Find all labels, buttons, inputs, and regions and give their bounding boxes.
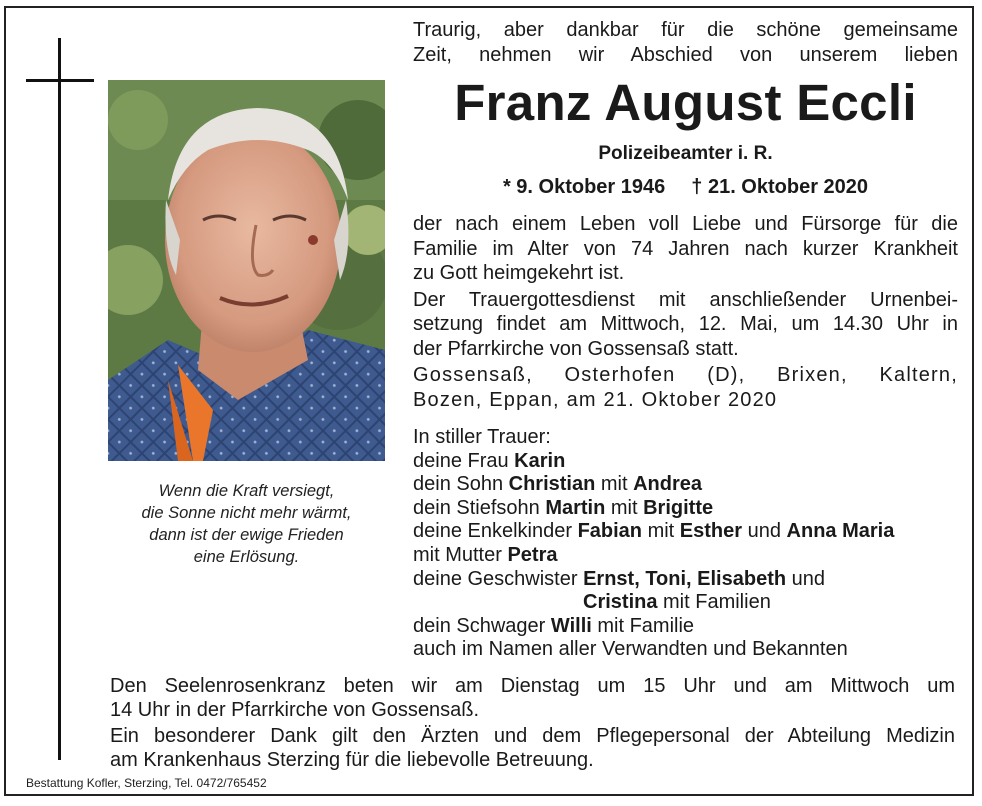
mourner-line: auch im Namen aller Verwandten und Bekannten bbox=[413, 638, 848, 661]
text-line: Familie im Alter von 74 Jahren nach kurzer Krankheit bbox=[413, 237, 958, 260]
text-line: setzung findet am Mittwoch, 12. Mai, um 14.30 Uhr in bbox=[413, 313, 958, 335]
cross-icon bbox=[58, 38, 61, 760]
text-line: zu Gott heimgekehrt ist. bbox=[413, 262, 625, 284]
mourners-list bbox=[413, 426, 958, 662]
birth-date: * 9. Oktober 1946 bbox=[502, 176, 666, 198]
thanks-paragraph bbox=[110, 725, 955, 772]
quote-line: die Sonne nicht mehr wärmt, bbox=[141, 504, 352, 522]
text-line: Der Trauergottesdienst mit anschließender Urnenbei- bbox=[413, 288, 958, 311]
intro-line: Traurig, aber dankbar für die schöne gemeinsame bbox=[413, 19, 958, 41]
funeral-home-footer: Bestattung Kofler, Sterzing, Tel. 0472/765452 bbox=[26, 776, 267, 790]
mourner-line: dein Schwager Willi mit Familie bbox=[413, 614, 695, 637]
mourners-heading: In stiller Trauer: bbox=[413, 426, 551, 448]
text-line: Gossensaß, Osterhofen (D), Brixen, Kaltern, bbox=[413, 364, 958, 386]
rosary-paragraph bbox=[110, 675, 955, 722]
places-paragraph bbox=[413, 363, 958, 412]
body-text bbox=[413, 212, 958, 414]
text-line: Den Seelenrosenkranz beten wir am Dienstag um 15 Uhr und am Mittwoch um bbox=[110, 675, 955, 697]
life-paragraph bbox=[413, 212, 958, 286]
mourner-line: dein Sohn Christian mit Andrea bbox=[413, 473, 703, 496]
service-paragraph bbox=[413, 288, 958, 362]
text-line: Bozen, Eppan, am 21. Oktober 2020 bbox=[413, 388, 778, 411]
life-dates bbox=[413, 174, 958, 200]
text-line: Ein besonderer Dank gilt den Ärzten und dem Pflegepersonal der Abteilung Medizin bbox=[110, 725, 955, 747]
mourner-line: Cristina mit Familien bbox=[583, 591, 771, 614]
intro-line: Zeit, nehmen wir Abschied von unserem lieben bbox=[413, 44, 958, 66]
text-line: der nach einem Leben voll Liebe und Fürsorge für die bbox=[413, 213, 958, 235]
intro-text bbox=[413, 18, 958, 68]
deceased-name: Franz August Eccli bbox=[454, 74, 917, 131]
cross-icon-bar bbox=[26, 79, 94, 82]
quote-line: dann ist der ewige Frieden bbox=[149, 526, 344, 544]
quote bbox=[108, 480, 385, 568]
quote-line: Wenn die Kraft versiegt, bbox=[158, 482, 335, 500]
quote-line: eine Erlösung. bbox=[193, 548, 300, 566]
profession: Polizeibeamter i. R. bbox=[598, 143, 773, 164]
mourner-line: deine Frau Karin bbox=[413, 449, 566, 472]
mourner-line: mit Mutter Petra bbox=[413, 543, 558, 566]
text-line: am Krankenhaus Sterzing für die liebevolle Betreuung. bbox=[110, 748, 594, 771]
death-date: † 21. Oktober 2020 bbox=[691, 176, 869, 198]
mourner-line: deine Enkelkinder Fabian mit Esther und Anna Maria bbox=[413, 520, 895, 543]
bottom-text bbox=[110, 675, 955, 775]
mourner-line: dein Stiefsohn Martin mit Brigitte bbox=[413, 496, 714, 519]
mourner-line: deine Geschwister Ernst, Toni, Elisabeth und bbox=[413, 567, 826, 590]
text-line: der Pfarrkirche von Gossensaß statt. bbox=[413, 337, 739, 360]
portrait-photo bbox=[108, 80, 385, 461]
text-line: 14 Uhr in der Pfarrkirche von Gossensaß. bbox=[110, 698, 480, 721]
